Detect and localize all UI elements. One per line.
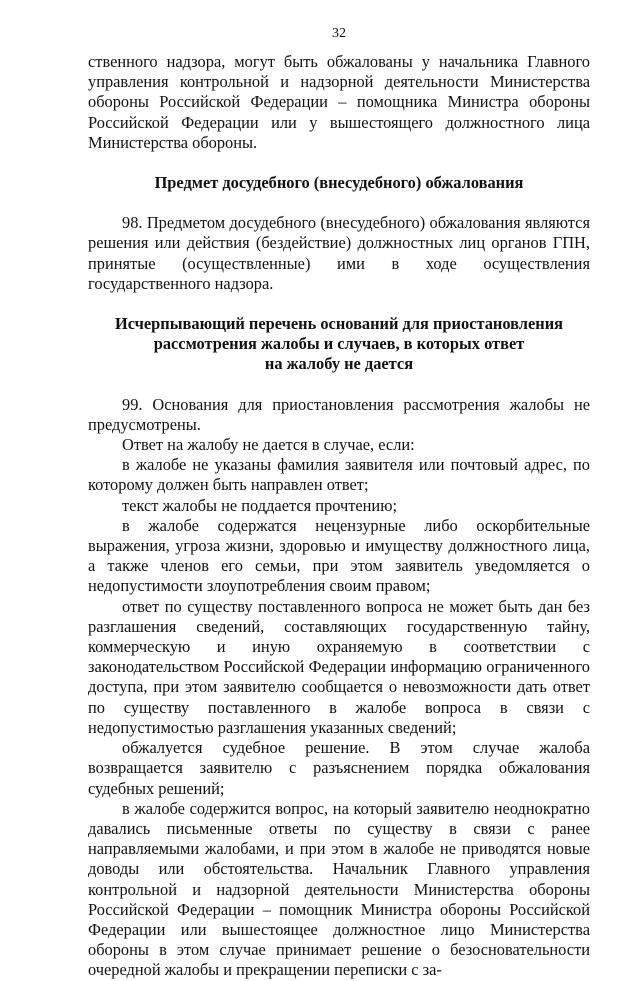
heading-grounds-line-2: рассмотрения жалобы и случаев, в которых ответ — [153, 334, 525, 354]
paragraph-no-name: в жалобе не указаны фамилия заявителя или почтовый адрес, по которому должен быть направлен ответ; — [88, 455, 590, 495]
paragraph-99: 99. Основания для приостановления рассмотрения жалобы не предусмотрены. — [88, 394, 590, 434]
paragraph-unreadable: текст жалобы не поддается прочтению; — [122, 495, 397, 515]
paragraph-repeated-complaint: в жалобе содержится вопрос, на который заявителю неоднократно давались письменные ответы по существу в связи с ранее направляемыми жалобами, и при этом в жалобе не приводятся новые доводы или обстоятельства. Начальник Главного управления контрольной и надзорной деятельности Министерства обороны Российской Федерации – помощник Министра обороны Российской Федерации или вышестоящее должностное лицо Министерства обороны в этом случае принимает решение о безосновательности очередной жалобы и прекращении переписки с за- — [88, 798, 590, 980]
intro-paragraph: ственного надзора, могут быть обжалованы у начальника Главного управления контрольной и надзорной деятельности Министерства обороны Российской Федерации – помощника Министра обороны Российской Федерации или у вышестоящего должностного лица Министерства обороны. — [88, 52, 590, 152]
heading-grounds-line-3: на жалобу не дается — [264, 354, 414, 374]
heading-appeal-subject: Предмет досудебного (внесудебного) обжалования — [154, 173, 524, 193]
page-number: 32 — [332, 26, 346, 41]
paragraph-98: 98. Предметом досудебного (внесудебного) обжалования являются решения или действия (бездействие) должностных лиц органов ГПН, принятые (осуществленные) ими в ходе осуществления государственного надзора. — [88, 213, 590, 293]
heading-grounds-line-1: Исчерпывающий перечень оснований для приостановления — [114, 314, 564, 334]
paragraph-no-answer: Ответ на жалобу не дается в случае, если: — [122, 435, 415, 455]
paragraph-court-decision: обжалуется судебное решение. В этом случае жалоба возвращается заявителю с разъяснением порядка обжалования судебных решений; — [88, 738, 590, 798]
paragraph-state-secret: ответ по существу поставленного вопроса не может быть дан без разглашения сведений, составляющих государственную тайну, коммерческую и иную охраняемую в соответствии с законодательством Российской Федерации информацию ограниченного доступа, при этом заявителю сообщается о невозможности дать ответ по существу поставленного в жалобе вопроса в связи с недопустимостью разглашения указанных сведений; — [88, 596, 590, 737]
paragraph-obscene: в жалобе содержатся нецензурные либо оскорбительные выражения, угроза жизни, здоровью и имуществу должностного лица, а также членов его семьи, при этом заявитель уведомляется о недопустимости злоупотребления своим правом; — [88, 515, 590, 596]
